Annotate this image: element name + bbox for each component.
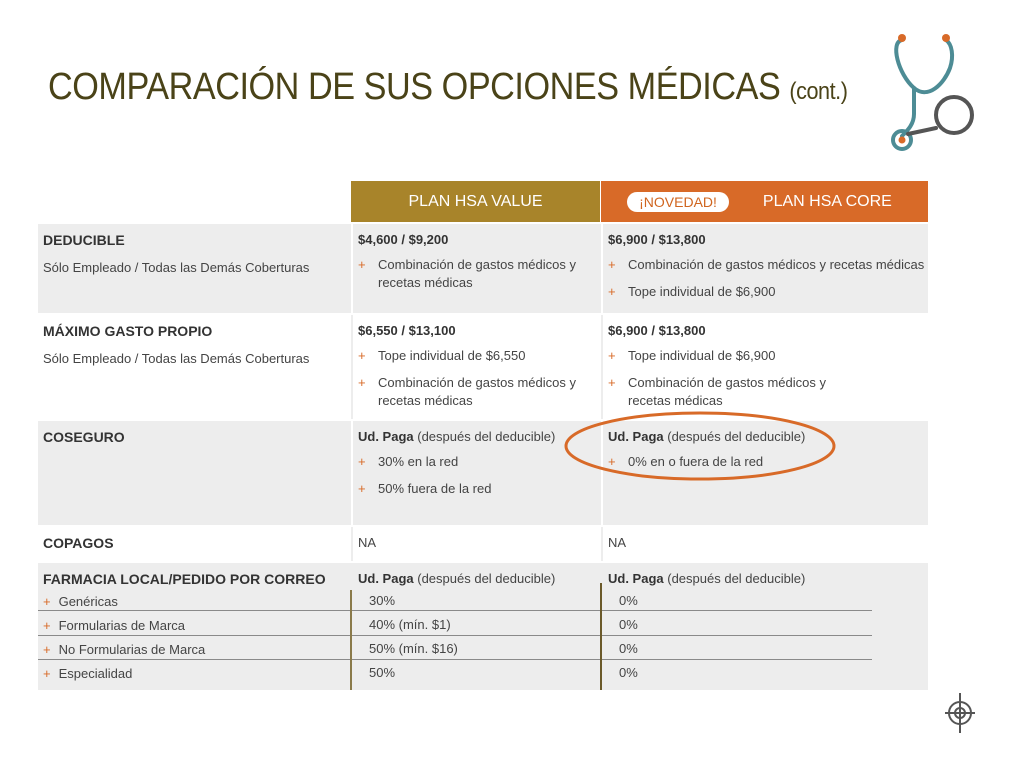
header-core-label: PLAN HSA CORE: [762, 192, 892, 210]
plus-icon: +: [358, 454, 366, 469]
pharmacy-core-genericas: 0%: [619, 593, 638, 608]
plus-icon: +: [608, 348, 616, 363]
bullet-item: + 0% en o fuera de la red: [608, 454, 764, 469]
pharmacy-core-formularias: 0%: [619, 617, 638, 632]
highlight-ellipse: [562, 409, 842, 485]
new-badge: ¡NOVEDAD!: [627, 192, 729, 212]
core-cell: [601, 527, 930, 561]
pharmacy-value-formularias: 40% (mín. $1): [369, 617, 451, 632]
row-label: COPAGOS: [43, 535, 114, 551]
row-label-cell: [38, 527, 348, 561]
pay-note: Ud. Paga (después del deducible): [608, 571, 806, 586]
row-label-cell: [38, 315, 348, 419]
bullet-item: + Combinación de gastos médicos y recetas médicas: [608, 375, 826, 408]
plus-icon: +: [358, 348, 366, 363]
bullet-item: + Tope individual de $6,550: [358, 348, 526, 363]
bullet-item: + Tope individual de $6,900: [608, 284, 776, 299]
divider: [38, 635, 872, 636]
pharmacy-item-genericas: + Genéricas: [43, 594, 118, 609]
plus-icon: +: [608, 257, 616, 272]
row-label-cell: [38, 421, 348, 525]
divider: [38, 610, 872, 611]
pharmacy-item-especialidad: + Especialidad: [43, 666, 133, 681]
plus-icon: +: [358, 257, 366, 272]
bullet-item: + Combinación de gastos médicos y recetas médicas: [358, 375, 576, 408]
pharmacy-item-no-formularias: + No Formularias de Marca: [43, 642, 206, 657]
company-logo-icon: [943, 693, 977, 733]
value-amount: $6,550 / $13,100: [358, 323, 456, 338]
plus-icon: +: [358, 375, 366, 390]
plus-icon: +: [43, 666, 51, 681]
pharmacy-core-no-formularias: 0%: [619, 641, 638, 656]
page-title: [48, 66, 847, 109]
core-amount: $6,900 / $13,800: [608, 232, 706, 247]
column-divider: [600, 583, 602, 690]
header-plan-hsa-value: [351, 181, 600, 222]
plus-icon: +: [43, 642, 51, 657]
core-cell: [601, 224, 930, 313]
pharmacy-value-genericas: 30%: [369, 593, 396, 608]
value-cell: [351, 224, 602, 313]
row-sublabel: Sólo Empleado / Todas las Demás Coberturas: [43, 351, 310, 366]
row-label: DEDUCIBLE: [43, 232, 125, 248]
header-value-label: PLAN HSA VALUE: [408, 192, 543, 210]
plus-icon: +: [608, 284, 616, 299]
divider: [38, 659, 872, 660]
header-plan-hsa-core: [601, 181, 928, 222]
plus-icon: +: [43, 594, 51, 609]
value-cell: [351, 527, 602, 561]
row-label: COSEGURO: [43, 429, 125, 445]
pay-note: Ud. Paga (después del deducible): [358, 571, 556, 586]
plus-icon: +: [608, 454, 616, 469]
core-text: NA: [608, 535, 627, 550]
pharmacy-core-especialidad: 0%: [619, 665, 638, 680]
row-maximo-gasto-propio: [38, 315, 928, 419]
row-deducible: [38, 224, 928, 313]
stethoscope-icon: [880, 28, 980, 158]
page-title-main: COMPARACIÓN DE SUS OPCIONES MÉDICAS: [48, 66, 781, 108]
pharmacy-value-no-formularias: 50% (mín. $16): [369, 641, 458, 656]
row-label-cell: [38, 224, 348, 313]
plus-icon: +: [358, 481, 366, 496]
pay-note: Ud. Paga (después del deducible): [608, 429, 806, 444]
bullet-item: + 30% en la red: [358, 454, 459, 469]
page-title-suffix: (cont.): [789, 78, 848, 105]
pay-note: Ud. Paga (después del deducible): [358, 429, 556, 444]
bullet-item: + Combinación de gastos médicos y recetas médicas: [608, 257, 925, 272]
core-cell: [601, 563, 930, 690]
core-cell: [601, 315, 930, 419]
row-sublabel: Sólo Empleado / Todas las Demás Coberturas: [43, 260, 310, 275]
column-divider: [350, 590, 352, 690]
value-cell: [351, 315, 602, 419]
core-amount: $6,900 / $13,800: [608, 323, 706, 338]
value-amount: $4,600 / $9,200: [358, 232, 449, 247]
bullet-item: + 50% fuera de la red: [358, 481, 492, 496]
row-label: MÁXIMO GASTO PROPIO: [43, 323, 213, 339]
pharmacy-value-especialidad: 50%: [369, 665, 396, 680]
plus-icon: +: [43, 618, 51, 633]
row-copagos: [38, 527, 928, 561]
bullet-item: + Tope individual de $6,900: [608, 348, 776, 363]
bullet-item: + Combinación de gastos médicos y recetas médicas: [358, 257, 576, 290]
value-text: NA: [358, 535, 377, 550]
row-label: FARMACIA LOCAL/PEDIDO POR CORREO: [43, 571, 326, 587]
plus-icon: +: [608, 375, 616, 390]
pharmacy-item-formularias: + Formularias de Marca: [43, 618, 186, 633]
